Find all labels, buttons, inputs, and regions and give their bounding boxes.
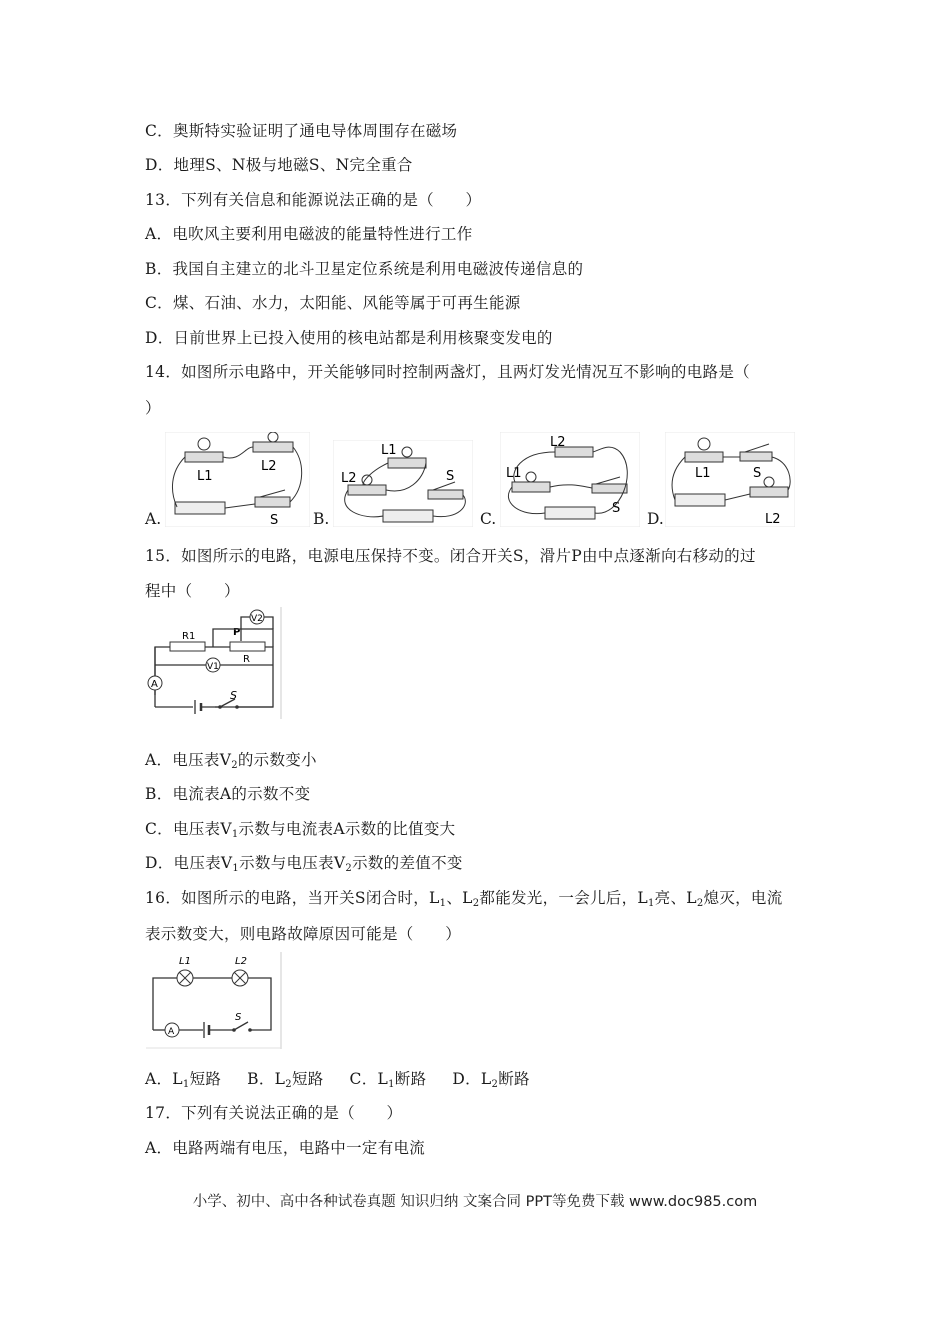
svg-text:L1: L1 — [695, 466, 711, 481]
v2-label: V2 — [251, 614, 263, 624]
q13-stem: 13．下列有关信息和能源说法正确的是（ ） — [145, 191, 482, 209]
r-label: R — [243, 654, 250, 665]
p-label: P — [233, 627, 241, 638]
svg-text:S: S — [446, 469, 455, 484]
q17-option-a: A．电路两端有电压，电路中一定有电流 — [145, 1139, 426, 1157]
svg-text:L1: L1 — [381, 443, 397, 458]
svg-text:S: S — [612, 501, 621, 516]
q12-option-c: C．奥斯特实验证明了通电导体周围存在磁场 — [145, 122, 458, 140]
v1-label: V1 — [207, 662, 219, 672]
q14-circuit-a — [165, 432, 310, 527]
svg-text:L2: L2 — [341, 471, 357, 486]
q12-option-d: D．地理S、N极与地磁S、N完全重合 — [145, 156, 413, 174]
q16-circuit-diagram — [145, 952, 283, 1049]
q16-options — [145, 1067, 530, 1090]
q16-stem-line1: 16．如图所示的电路，当开关S闭合时，$L_1$、$L_2$都能发光，一会儿后，$L_1$亮、$L_2$熄灭，电流 — [145, 889, 783, 909]
page-footer: 小学、初中、高中各种试卷真题 知识归纳 文案合同 PPT等免费下载 www.doc985.com — [192, 1194, 758, 1210]
q15-stem-line2: 程中（ ） — [145, 582, 240, 600]
q16-option-b: B．$L_2$短路 — [247, 1070, 324, 1090]
q13-option-a: A．电吹风主要利用电磁波的能量特性进行工作 — [145, 225, 473, 243]
q14-circuit-c — [500, 432, 640, 527]
q15-option-a: A．电压表$V_2$的示数变小 — [145, 751, 317, 771]
label-l1: L1 — [179, 956, 191, 967]
label-l1: L1 — [197, 469, 213, 484]
q13-option-d: D．日前世界上已投入使用的核电站都是利用核聚变发电的 — [145, 329, 553, 347]
q15-circuit-diagram — [145, 607, 283, 719]
label-s: S — [270, 513, 279, 527]
q15-stem-line1: 15．如图所示的电路，电源电压保持不变。闭合开关S，滑片P由中点逐渐向右移动的过 — [145, 547, 756, 565]
q16-option-c: C．$L_1$断路 — [349, 1070, 427, 1090]
ammeter-label: A — [168, 1027, 175, 1037]
q16-option-d: D．$L_2$断路 — [452, 1070, 530, 1090]
q15-option-b: B．电流表A的示数不变 — [145, 785, 311, 803]
label-l2: L2 — [261, 459, 277, 474]
q13-option-b: B．我国自主建立的北斗卫星定位系统是利用电磁波传递信息的 — [145, 260, 584, 278]
label-l2: L2 — [235, 956, 247, 967]
q15-option-d: D．电压表$V_1$示数与电压表$V_2$示数的差值不变 — [145, 854, 463, 874]
q14-option-d-label: D. — [647, 510, 664, 528]
q13-option-c: C．煤、石油、水力，太阳能、风能等属于可再生能源 — [145, 294, 521, 312]
svg-text:L2: L2 — [765, 512, 781, 527]
label-s: S — [230, 689, 237, 702]
q14-circuit-d — [665, 432, 795, 527]
q14-option-b-label: B. — [313, 510, 330, 528]
ammeter-label: A — [151, 679, 158, 690]
svg-text:S: S — [753, 466, 762, 481]
q17-stem: 17．下列有关说法正确的是（ ） — [145, 1104, 403, 1122]
q14-option-c-label: C. — [480, 510, 497, 528]
svg-text:L1: L1 — [506, 466, 522, 481]
q14-stem-line1: 14．如图所示电路中，开关能够同时控制两盏灯，且两灯发光情况互不影响的电路是（ — [145, 363, 750, 381]
r1-label: R1 — [182, 631, 196, 642]
label-s: S — [235, 1012, 242, 1023]
q14-option-a-label: A. — [145, 510, 162, 528]
q14-stem-line2: ） — [145, 399, 161, 417]
svg-text:L2: L2 — [550, 435, 566, 450]
q16-option-a: A．$L_1$短路 — [145, 1070, 222, 1090]
q16-stem-line2: 表示数变大，则电路故障原因可能是（ ） — [145, 925, 462, 943]
q15-option-c: C．电压表$V_1$示数与电流表A示数的比值变大 — [145, 820, 456, 840]
q14-circuit-b — [333, 440, 473, 527]
